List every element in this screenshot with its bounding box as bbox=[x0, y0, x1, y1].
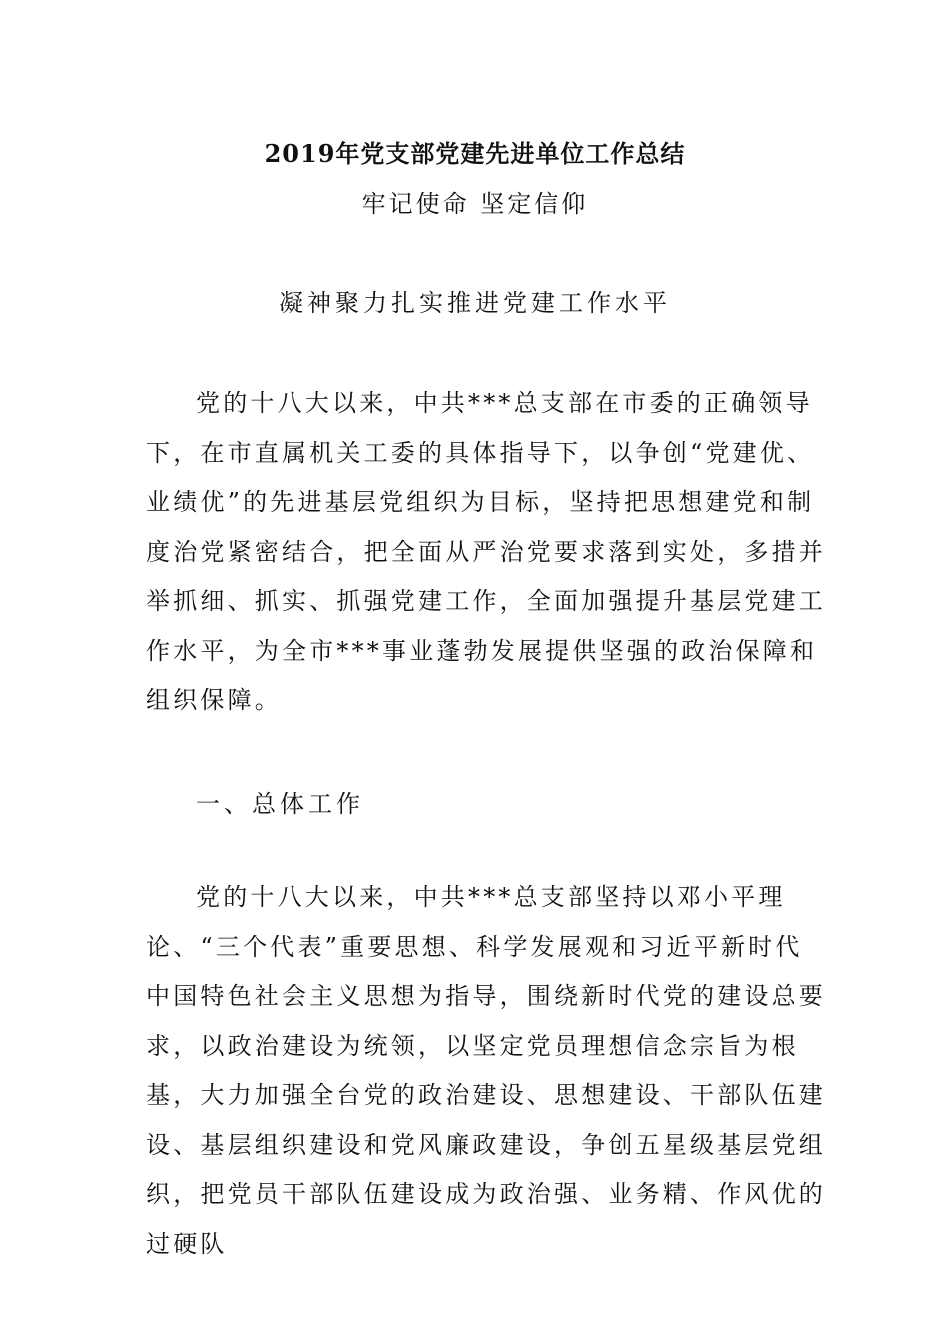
body-paragraph: 党的十八大以来，中共***总支部坚持以邓小平理论、“三个代表”重要思想、科学发展观和习近平新时代中国特色社会主义思想为指导，围绕新时代党的建设总要求，以政治建设为统领，以坚定党员理想信念宗旨为根基，大力加强全台党的政治建设、思想建设、干部队伍建设、基层组织建设和党风廉政建设，争创五星级基层党组织，把党员干部队伍建设成为政治强、业务精、作风优的过硬队 bbox=[146, 883, 826, 1258]
intro-paragraph: 党的十八大以来，中共***总支部在市委的正确领导下，在市直属机关工委的具体指导下，以争创“党建优、业绩优”的先进基层党组织为目标，坚持把思想建党和制度治党紧密结合，把全面从严治党要求落到实处，多措并举抓细、抓实、抓强党建工作，全面加强提升基层党建工作水平，为全市***事业蓬勃发展提供坚强的政治保障和组织保障。 bbox=[146, 389, 826, 714]
document-title: 2019年党支部党建先进单位工作总结 bbox=[264, 139, 686, 168]
document-subtitle-1: 牢记使命 坚定信仰 bbox=[361, 190, 589, 218]
document-subtitle-2: 凝神聚力扎实推进党建工作水平 bbox=[279, 289, 671, 317]
section-heading: 一、总体工作 bbox=[196, 790, 364, 818]
